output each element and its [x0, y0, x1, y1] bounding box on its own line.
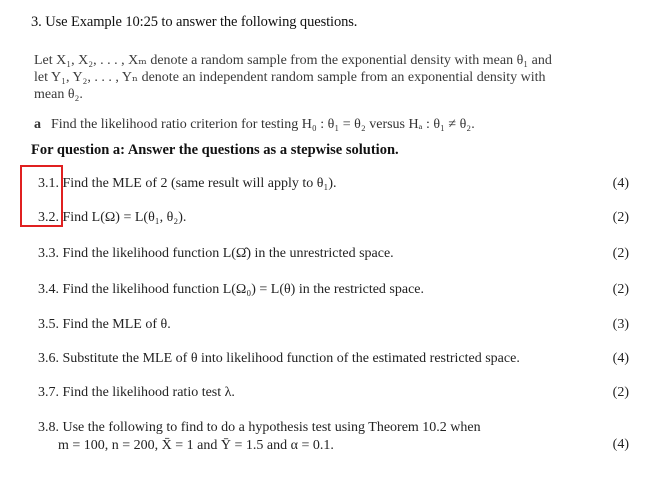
subquestion-3-6: 3.6. Substitute the MLE of θ into likelihood function of the estimated restricted space. [38, 351, 520, 366]
question-a [34, 117, 475, 133]
marks-3-1: (4) [612, 176, 629, 191]
marks-3-3: (2) [612, 246, 629, 261]
subquestion-3-4: 3.4. Find the likelihood function L(Ω₀) = L(θ) in the restricted space. [38, 282, 425, 297]
marks-3-6: (4) [612, 351, 629, 366]
subquestion-3-3: 3.3. Find the likelihood function L(Ω̂) in the unrestricted space. [38, 246, 394, 261]
intro-line-2: let Y₁, Y₂, . . . , Yₙ denote an independent random sample from an exponential density with [34, 70, 546, 85]
intro-paragraph [34, 52, 596, 103]
stepwise-heading: For question a: Answer the questions as a stepwise solution. [31, 142, 399, 158]
marks-3-7: (2) [612, 385, 629, 400]
question-title: 3. Use Example 10:25 to answer the following questions. [31, 14, 358, 30]
subquestion-3-8-line-2: m = 100, n = 200, X̄ = 1 and Ȳ = 1.5 and α = 0.1. [58, 438, 334, 453]
subquestion-3-5: 3.5. Find the MLE of θ. [38, 317, 171, 332]
subquestion-3-1: 3.1. Find the MLE of 2 (same result will apply to θ₁). [38, 176, 337, 191]
highlight-box [20, 165, 63, 227]
question-a-text: Find the likelihood ratio criterion for testing H₀ : θ₁ = θ₂ versus Hₐ : θ₁ ≠ θ₂. [51, 117, 475, 132]
intro-line-3: mean θ₂. [34, 87, 83, 102]
subquestion-3-7: 3.7. Find the likelihood ratio test λ. [38, 385, 235, 400]
marks-3-2: (2) [612, 210, 629, 225]
subquestion-3-8 [38, 419, 481, 455]
intro-line-1: Let X₁, X₂, . . . , Xₘ denote a random sample from the exponential density with mean θ₁ and [34, 53, 552, 68]
marks-3-4: (2) [612, 282, 629, 297]
question-a-letter: a [34, 117, 41, 132]
subquestion-3-8-line-1: 3.8. Use the following to find to do a hypothesis test using Theorem 10.2 when [38, 420, 481, 435]
subquestion-3-2: 3.2. Find L(Ω) = L(θ₁, θ₂). [38, 210, 187, 225]
marks-3-5: (3) [612, 317, 629, 332]
marks-3-8: (4) [612, 437, 629, 452]
